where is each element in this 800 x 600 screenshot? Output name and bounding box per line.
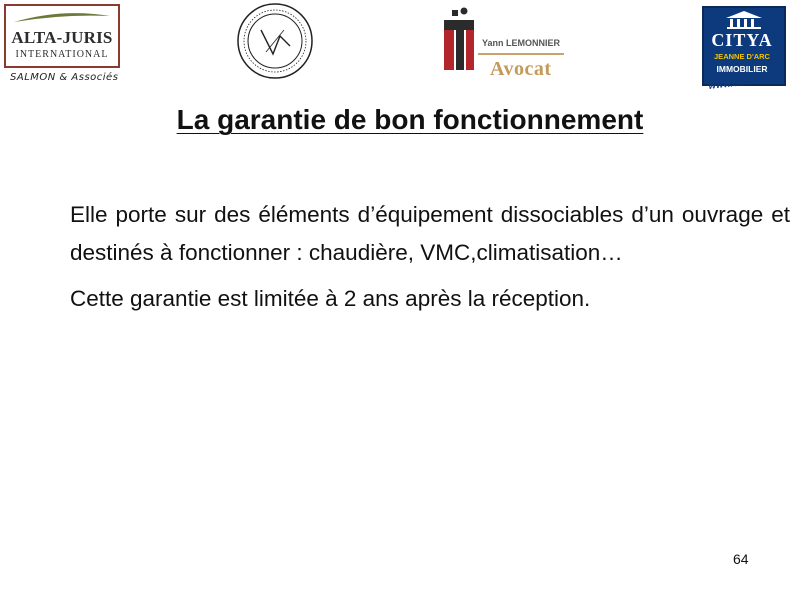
body-paragraph-duration: Cette garantie est limitée à 2 ans après la réception. bbox=[70, 286, 591, 311]
body-paragraph-equipment: Elle porte sur des éléments d’équipement dissociables d’un ouvrage et destinés à fonctionner : chaudière, VMC,climatisation… bbox=[70, 202, 790, 265]
avocat-divider bbox=[478, 53, 564, 55]
citya-location: JEANNE D'ARC bbox=[714, 52, 770, 61]
columns-mark-icon bbox=[434, 6, 482, 72]
alta-juris-tagline: SALMON & Associés bbox=[10, 72, 119, 83]
citya-brand: CITYA bbox=[711, 30, 773, 50]
lawyer-name: Yann LEMONNIER bbox=[482, 38, 561, 48]
seal-logo bbox=[236, 2, 316, 82]
building-icon bbox=[724, 10, 764, 30]
citya-url: WWW.CITYA.COM bbox=[708, 74, 778, 91]
slide-body bbox=[70, 196, 790, 318]
citya-logo bbox=[702, 6, 786, 92]
slide-title: La garantie de bon fonctionnement bbox=[176, 104, 644, 135]
alta-juris-subtitle: INTERNATIONAL bbox=[15, 49, 109, 60]
avocat-title: Avocat bbox=[490, 58, 552, 80]
leaf-swoosh-icon bbox=[12, 10, 112, 28]
seal-emblem-icon bbox=[236, 2, 314, 80]
page-number: 64 bbox=[733, 551, 749, 567]
alta-juris-logo bbox=[4, 4, 130, 88]
alta-juris-name: ALTA-JURIS bbox=[11, 28, 113, 47]
citya-line-immobilier: IMMOBILIER bbox=[716, 64, 768, 74]
avocat-logo bbox=[434, 6, 570, 86]
